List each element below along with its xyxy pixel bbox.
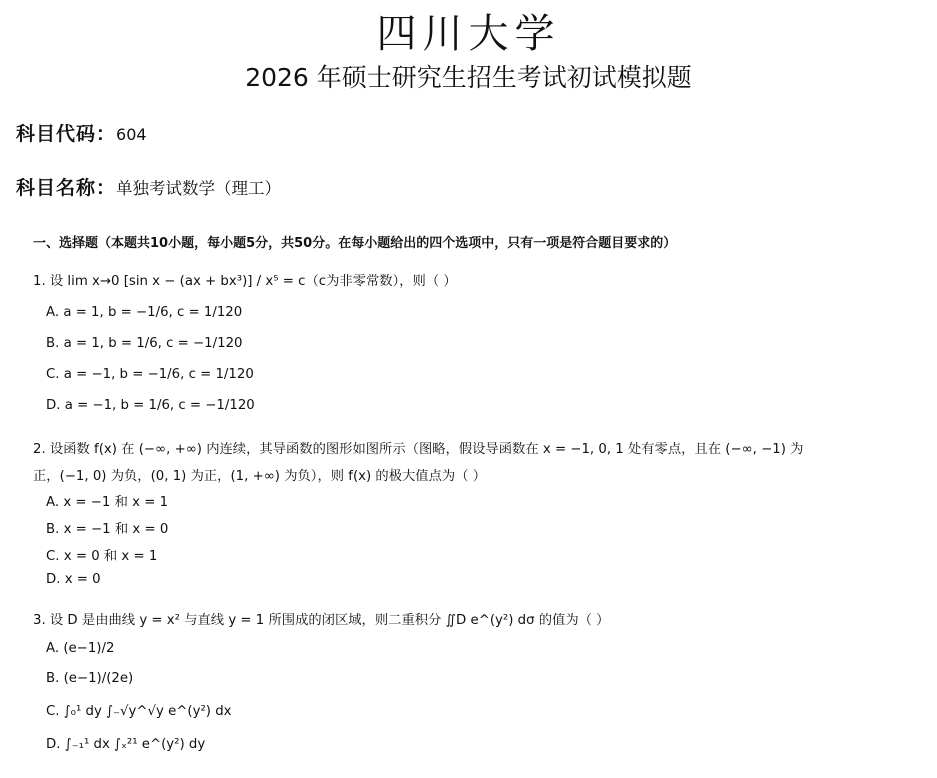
question-2-option-a: A. x = −1 和 x = 1: [46, 495, 169, 510]
subject-name-label: 科目名称：: [16, 177, 117, 199]
subject-code-value: 604: [116, 125, 147, 144]
question-1-option-a: A. a = 1, b = −1/6, c = 1/120: [46, 305, 243, 320]
question-2-stem-line-2: 正，(−1, 0) 为负，(0, 1) 为正，(1, +∞) 为负），则 f(x) 的极大值点为（ ）: [33, 469, 487, 484]
section-title: 一、选择题（本题共10小题，每小题5分，共50分。在每小题给出的四个选项中，只有一项是符合题目要求的）: [33, 236, 677, 251]
question-3-stem: 3. 设 D 是由曲线 y = x² 与直线 y = 1 所围成的闭区域，则二重积分 ∬D e^(y²) dσ 的值为（ ）: [33, 613, 610, 628]
question-1-stem: 1. 设 lim x→0 [sin x − (ax + bx³)] / x⁵ = c（c为非零常数），则（ ）: [33, 274, 457, 289]
question-1-option-b: B. a = 1, b = 1/6, c = −1/120: [46, 336, 243, 351]
school-name: 四川大学: [376, 11, 561, 57]
question-3-option-a: A. (e−1)/2: [46, 641, 115, 656]
question-2-stem-line-1: 2. 设函数 f(x) 在 (−∞, +∞) 内连续，其导函数的图形如图所示（图略，假设导函数在 x = −1, 0, 1 处有零点，且在 (−∞, −1) 为: [33, 442, 804, 457]
exam-title: 2026 年硕士研究生招生考试初试模拟题: [245, 63, 692, 92]
question-3-option-b: B. (e−1)/(2e): [46, 671, 134, 686]
question-2-option-b: B. x = −1 和 x = 0: [46, 522, 169, 537]
question-1-option-d: D. a = −1, b = 1/6, c = −1/120: [46, 398, 255, 413]
subject-name-row: [16, 173, 281, 200]
subject-code-label: 科目代码：: [16, 123, 117, 145]
question-2-option-c: C. x = 0 和 x = 1: [46, 549, 158, 564]
question-2-option-d: D. x = 0: [46, 572, 101, 587]
question-3-option-d: D. ∫₋₁¹ dx ∫ₓ²¹ e^(y²) dy: [46, 737, 206, 752]
subject-code-row: [16, 119, 147, 146]
subject-name-value: 单独考试数学（理工）: [116, 179, 282, 198]
question-1-option-c: C. a = −1, b = −1/6, c = 1/120: [46, 367, 254, 382]
question-3-option-c: C. ∫₀¹ dy ∫₋√y^√y e^(y²) dx: [46, 704, 232, 719]
